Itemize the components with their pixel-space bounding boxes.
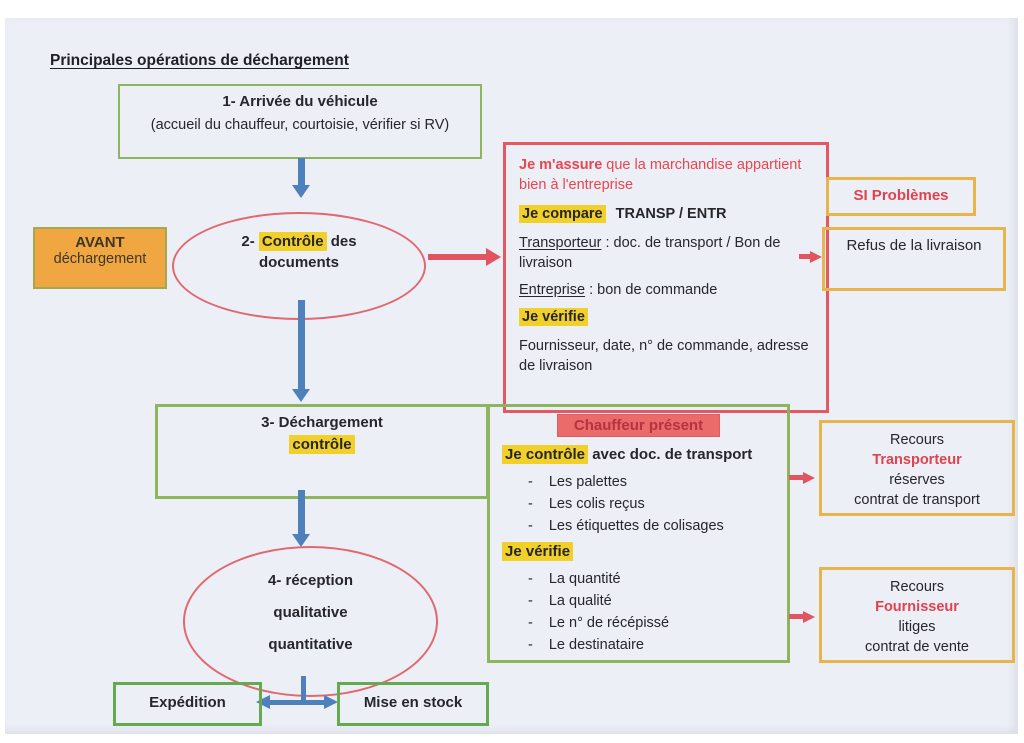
controle-line — [502, 446, 775, 463]
compare-rest: TRANSP / ENTR — [615, 206, 727, 222]
bullet-dash: - — [528, 615, 533, 631]
step4-line3: quantitative — [268, 636, 353, 653]
recours2-line1: Recours — [890, 579, 944, 595]
entreprise-line — [519, 280, 813, 300]
compare-highlight: Je compare — [519, 205, 606, 223]
transporteur-line — [519, 233, 813, 273]
list-item — [502, 471, 775, 493]
assure-rest: que la marchandise appartient bien à l'entreprise — [519, 157, 802, 193]
list-item-text: Les étiquettes de colisages — [548, 518, 724, 534]
arrow-mise-en-stock-head — [324, 695, 338, 709]
list-item — [502, 568, 775, 590]
assure-bold: Je m'assure — [519, 157, 603, 173]
verifie-list — [502, 568, 775, 656]
bullet-dash: - — [528, 637, 533, 653]
recours1-line1: Recours — [890, 432, 944, 448]
avant-label: AVANT — [75, 234, 125, 251]
controle-highlight: Je contrôle — [502, 445, 588, 464]
step3-dechargement-box — [155, 404, 489, 499]
step2-line2: documents — [258, 254, 339, 271]
recours2-line2: Fournisseur — [875, 599, 959, 615]
controle-list — [502, 471, 775, 537]
step2-highlight: Contrôle — [259, 232, 327, 251]
verifie-line — [519, 307, 813, 327]
step2-line1 — [174, 231, 424, 252]
arrow-chauffeur-recours2-shaft — [789, 614, 803, 619]
avant-dechargement-box — [33, 227, 167, 289]
list-item-text: La qualité — [548, 593, 612, 609]
step3-title: 3- Déchargement — [261, 414, 383, 431]
chauffeur-present-box — [487, 404, 790, 663]
step3-highlight-line — [158, 436, 486, 453]
recours2-line4: contrat de vente — [865, 639, 969, 655]
bullet-dash: - — [528, 518, 533, 534]
bullet-dash: - — [528, 474, 533, 490]
arrow-step2-step3-head — [292, 389, 310, 402]
expedition-box: Expédition — [113, 682, 262, 726]
list-item — [502, 493, 775, 515]
step1-subtitle: (accueil du chauffeur, courtoisie, vérifier si RV) — [150, 117, 450, 133]
recours2-line3: litiges — [898, 619, 936, 635]
arrow-step3-step4-shaft — [298, 490, 305, 534]
verifie-line2 — [502, 543, 775, 560]
entreprise-label: Entreprise — [519, 282, 586, 298]
step4-reception-ellipse — [183, 546, 438, 697]
bullet-dash: - — [528, 571, 533, 587]
arrow-chauffeur-recours2-head — [803, 611, 815, 623]
list-item-text: Le n° de récépissé — [548, 615, 670, 631]
bullet-dash: - — [528, 593, 533, 609]
bullet-dash: - — [528, 496, 533, 512]
step4-line1: 4- réception — [267, 572, 354, 589]
list-item — [502, 634, 775, 656]
verifie-detail: Fournisseur, date, n° de commande, adresse de livraison — [519, 338, 809, 374]
arrow-step2-step3-shaft — [298, 300, 305, 389]
compare-line — [519, 204, 813, 224]
step2-suffix: des — [330, 233, 357, 250]
arrow-step1-step2-shaft — [298, 158, 305, 185]
recours1-line2: Transporteur — [872, 452, 962, 468]
list-item-text: Le destinataire — [548, 637, 644, 653]
entreprise-rest: : bon de commande — [589, 282, 718, 298]
list-item-text: Les palettes — [548, 474, 628, 490]
recours1-line4: contrat de transport — [854, 492, 980, 508]
arrow-chauffeur-recours1-shaft — [789, 475, 803, 480]
flowchart-title: Principales opérations de déchargement — [50, 52, 349, 69]
arrow-step2-detail-head — [486, 248, 501, 266]
recours-transporteur-box — [819, 420, 1015, 516]
controle-rest: avec doc. de transport — [592, 446, 753, 463]
list-item-text: Les colis reçus — [548, 496, 645, 512]
transporteur-label: Transporteur — [519, 235, 602, 251]
connector-step4-vertical — [301, 676, 306, 703]
step3-highlight: contrôle — [289, 435, 354, 454]
verifie-highlight: Je vérifie — [519, 308, 588, 326]
transporteur-rest: : doc. de transport / Bon de livraison — [519, 235, 781, 271]
assure-line — [519, 155, 813, 195]
mise-en-stock-box: Mise en stock — [337, 682, 489, 726]
step1-arrivee-box — [118, 84, 482, 159]
documents-check-detail-box — [503, 142, 829, 413]
recours-fournisseur-box — [819, 567, 1015, 663]
step2-prefix: 2- — [241, 233, 255, 250]
arrow-step1-step2-head — [292, 185, 310, 198]
si-problemes-box: SI Problèmes — [826, 177, 976, 216]
arrow-chauffeur-recours1-head — [803, 472, 815, 484]
arrow-step2-detail-shaft — [428, 254, 486, 260]
avant-sublabel: déchargement — [53, 251, 147, 267]
refus-livraison-box: Refus de la livraison — [822, 227, 1006, 291]
recours1-line3: réserves — [889, 472, 945, 488]
list-item — [502, 612, 775, 634]
list-item — [502, 590, 775, 612]
list-item-text: La quantité — [548, 571, 621, 587]
connector-horizontal — [268, 700, 326, 705]
chauffeur-present-header: Chauffeur présent — [557, 414, 720, 437]
verifie-highlight2: Je vérifie — [502, 542, 573, 561]
list-item — [502, 515, 775, 537]
step4-line2: qualitative — [273, 604, 348, 621]
step1-title: 1- Arrivée du véhicule — [222, 93, 378, 110]
arrow-detail-refus-head — [810, 251, 822, 263]
